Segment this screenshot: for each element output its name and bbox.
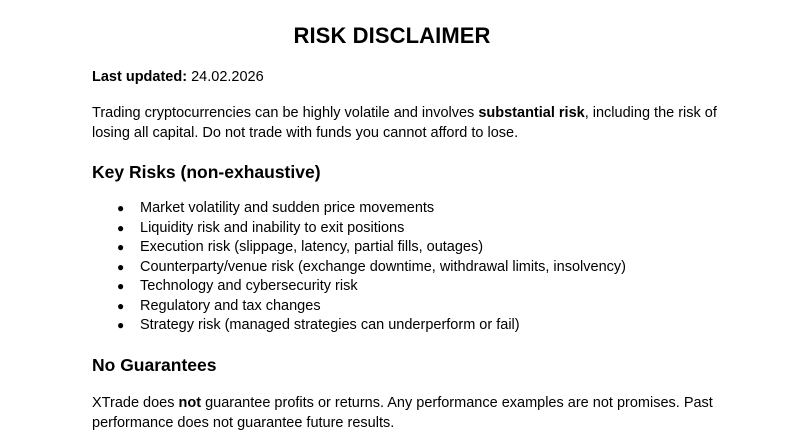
risk-item-text: Strategy risk (managed strategies can underperform or fail) <box>140 317 520 333</box>
risk-item-text: Market volatility and sudden price movements <box>140 200 435 216</box>
list-item <box>92 219 626 239</box>
list-item <box>92 258 626 278</box>
bullet-icon: ● <box>117 201 125 215</box>
list-item <box>92 199 626 219</box>
bullet-icon: ● <box>117 259 125 274</box>
intro-emphasis: substantial risk <box>478 105 585 121</box>
no-guarantees-paragraph <box>92 394 742 433</box>
guarantee-text-start: XTrade does <box>92 395 179 411</box>
risk-item-text: Liquidity risk and inability to exit positions <box>140 219 405 236</box>
list-item <box>92 277 626 297</box>
bullet-icon: ● <box>117 220 125 235</box>
list-item <box>92 238 626 258</box>
risk-item-text: Counterparty/venue risk (exchange downtime, withdrawal limits, insolvency) <box>140 258 626 275</box>
list-item <box>92 316 626 336</box>
last-updated <box>92 68 264 87</box>
risk-item-text: Technology and cybersecurity risk <box>140 278 358 294</box>
guarantee-text-end: guarantee profits or returns. Any performance examples are not promises. Past performance does not guarantee future results. <box>92 395 713 431</box>
list-item <box>92 297 626 317</box>
key-risks-list <box>92 199 626 336</box>
risk-item-text: Execution risk (slippage, latency, partial fills, outages) <box>140 239 484 255</box>
bullet-icon: ● <box>117 279 125 293</box>
risk-item-text: Regulatory and tax changes <box>140 297 321 314</box>
intro-paragraph <box>92 104 732 143</box>
intro-text-start: Trading cryptocurrencies can be highly volatile and involves <box>92 105 479 121</box>
no-guarantees-heading: No Guarantees <box>92 355 217 375</box>
intro-text-end: , including the risk of losing all capital. Do not trade with funds you cannot afford to lose. <box>92 105 717 141</box>
key-risks-heading: Key Risks (non-exhaustive) <box>92 162 321 182</box>
bullet-icon: ● <box>117 298 125 313</box>
document-title: RISK DISCLAIMER <box>293 23 491 48</box>
bullet-icon: ● <box>117 318 125 332</box>
bullet-icon: ● <box>117 240 125 254</box>
guarantee-emphasis: not <box>178 395 202 411</box>
last-updated-date: 24.02.2026 <box>191 69 264 85</box>
last-updated-label: Last updated: <box>92 69 188 85</box>
